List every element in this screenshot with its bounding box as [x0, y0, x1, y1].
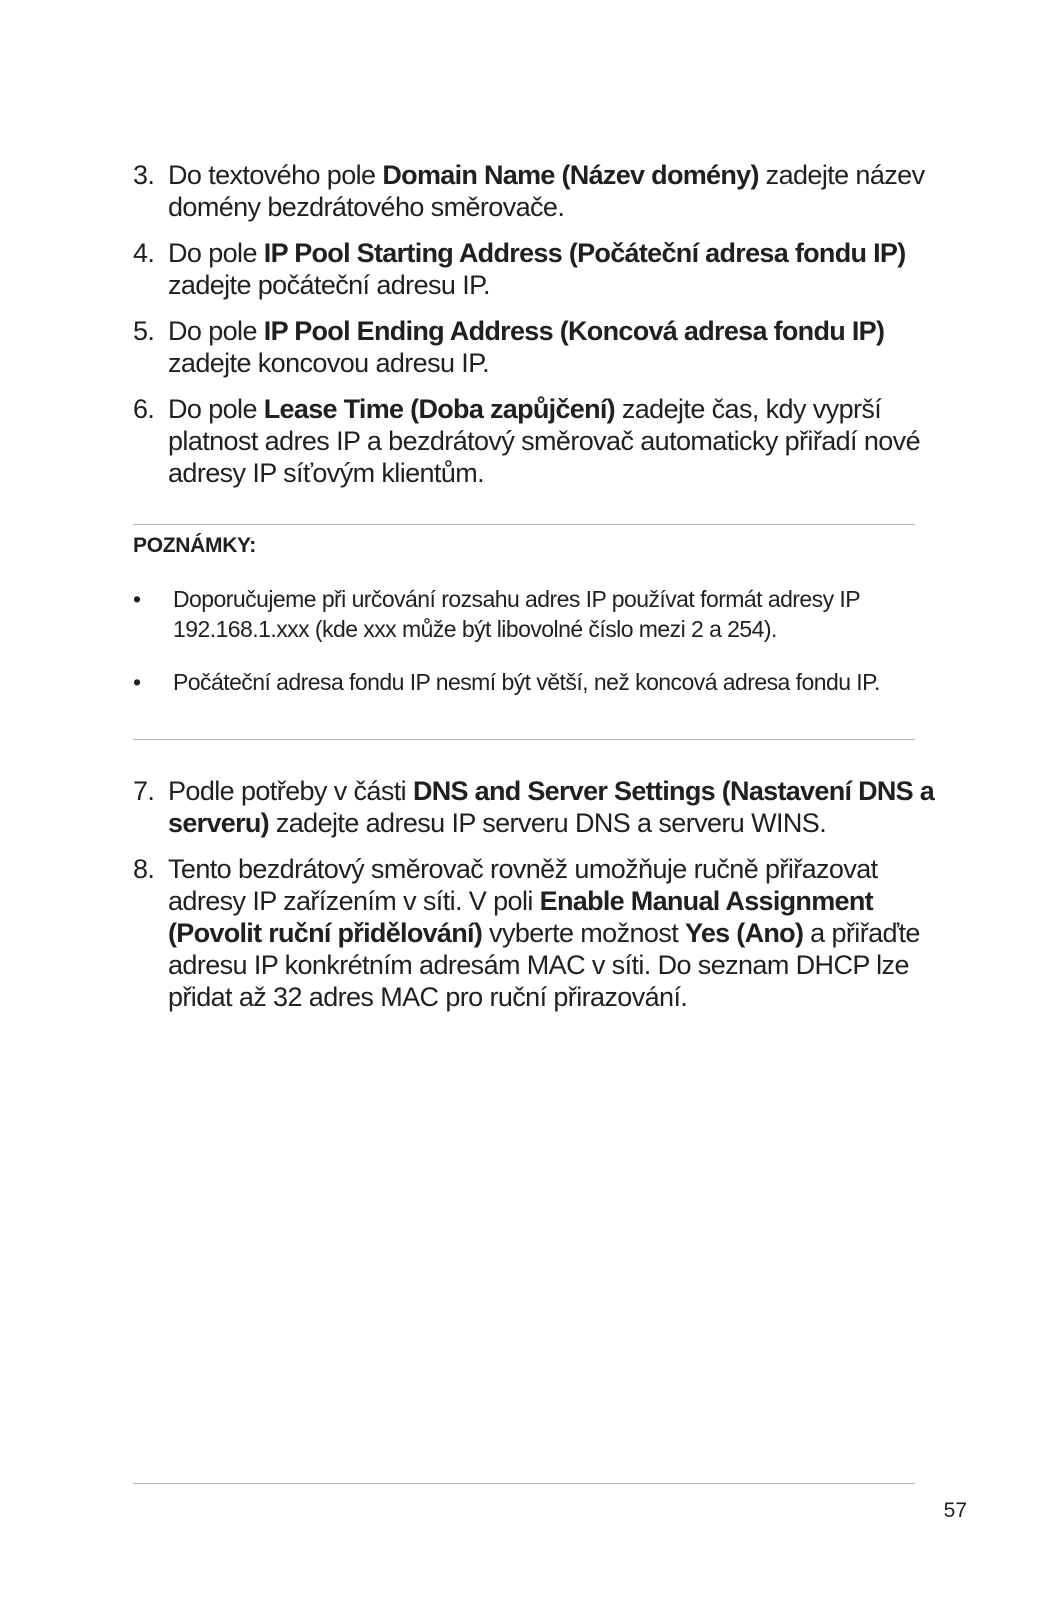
page-number: 57: [943, 1499, 967, 1522]
step-text: Tento bezdrátový směrovač rovněž umožňuje ručně přiřazovat adresy IP zařízením v síti. V poli Enable Manual Assignment (Povolit ruční přidělování) vyberte možnost Yes (Ano) a přiřaďte adresu IP konkrétním adresám MAC v síti. Do seznam DHCP lze přidat až 32 adres MAC pro ruční přirazování.: [168, 854, 920, 1012]
step-number: 3.: [133, 160, 155, 190]
note-text: Počáteční adresa fondu IP nesmí být větší, než koncová adresa fondu IP.: [173, 669, 880, 695]
step-number: 4.: [133, 238, 155, 268]
bullet-icon: •: [133, 586, 141, 612]
notes-top-divider: [133, 524, 915, 525]
step-text: Do pole IP Pool Ending Address (Koncová adresa fondu IP) zadejte koncovou adresu IP.: [168, 316, 885, 378]
ui-field-name: Domain Name (Název domény): [382, 160, 759, 190]
ui-field-name: Enable Manual Assignment (Povolit ruční přidělování): [168, 886, 873, 948]
notes-heading: POZNÁMKY:: [133, 534, 256, 557]
step-number: 8.: [133, 854, 155, 884]
step-number: 6.: [133, 394, 155, 424]
bullet-icon: •: [133, 669, 141, 695]
ui-field-name: IP Pool Starting Address (Počáteční adresa fondu IP): [263, 238, 906, 268]
step-text: Do pole IP Pool Starting Address (Počáteční adresa fondu IP) zadejte počáteční adresu IP.: [168, 238, 906, 300]
ui-field-name: IP Pool Ending Address (Koncová adresa fondu IP): [263, 316, 885, 346]
step-text: Podle potřeby v části DNS and Server Settings (Nastavení DNS a serveru) zadejte adresu IP serveru DNS a serveru WINS.: [168, 776, 935, 838]
footer-divider: [133, 1483, 915, 1484]
step-number: 5.: [133, 316, 155, 346]
step-text: Do textového pole Domain Name (Název domény) zadejte název domény bezdrátového směrovače.: [168, 160, 925, 222]
option-value: Yes (Ano): [685, 918, 804, 948]
ui-field-name: Lease Time (Doba zapůjčení): [263, 394, 615, 424]
notes-bottom-divider: [133, 739, 915, 740]
step-number: 7.: [133, 776, 155, 806]
note-text: Doporučujeme při určování rozsahu adres IP používat formát adresy IP 192.168.1.xxx (kde xxx může být libovolné číslo mezi 2 a 254).: [173, 586, 860, 642]
step-text: Do pole Lease Time (Doba zapůjčení) zadejte čas, kdy vyprší platnost adres IP a bezdrátový směrovač automaticky přiřadí nové adresy IP síťovým klientům.: [168, 394, 920, 488]
ui-field-name: DNS and Server Settings (Nastavení DNS a serveru): [168, 776, 935, 838]
